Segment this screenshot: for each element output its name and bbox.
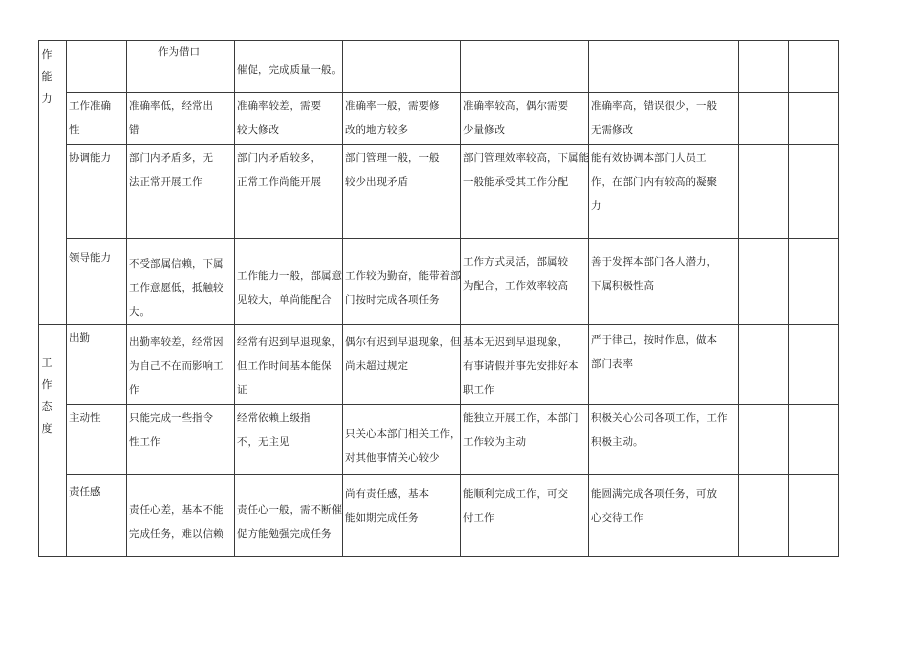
row-divider [66, 144, 839, 145]
table-cell: 只关心本部门相关工作， 对其他事情关心较少 [345, 428, 461, 464]
table-cell: 能独立开展工作，本部门 工作较为主动 [463, 412, 579, 448]
table-cell: 工作方式灵活，部属较 为配合，工作效率较高 [463, 256, 568, 292]
table-cell: 尚有责任感，基本 能如期完成任务 [345, 488, 429, 524]
table-cell: 经常依赖上级指 不，无主见 [237, 412, 311, 448]
table-cell: 经常有迟到早退现象， 但工作时间基本能保 证 [237, 336, 342, 396]
column-divider [66, 40, 67, 556]
item-label: 主动性 [69, 412, 101, 424]
column-divider [342, 40, 343, 556]
table-cell: 只能完成一些指令 性工作 [129, 412, 213, 448]
column-divider [788, 40, 789, 556]
item-label: 出勤 [69, 332, 90, 344]
item-label: 工作准确 性 [69, 100, 111, 136]
table-cell: 不受部属信赖，下属 工作意愿低，抵触较 大。 [129, 258, 224, 318]
row-divider [66, 92, 839, 93]
row-divider [66, 238, 839, 239]
column-divider [738, 40, 739, 556]
table-cell: 准确率较差，需要 较大修改 [237, 100, 321, 136]
table-border-right [838, 40, 839, 556]
table-cell: 部门内矛盾多，无 法正常开展工作 [129, 152, 213, 188]
table-cell: 准确率一般，需要修 改的地方较多 [345, 100, 440, 136]
column-divider [588, 40, 589, 556]
item-label: 责任感 [69, 486, 101, 498]
item-label: 领导能力 [69, 252, 111, 264]
table-cell: 准确率较高，偶尔需要 少量修改 [463, 100, 568, 136]
section-divider [38, 324, 839, 325]
table-cell: 责任心一般，需不断催 促方能勉强完成任务 [237, 504, 342, 540]
item-label: 协调能力 [69, 152, 111, 164]
category-label: 作 能 力 [41, 48, 53, 105]
table-cell: 部门管理效率较高，下属能 一般能承受其工作分配 [463, 152, 589, 188]
table-cell: 积极关心公司各项工作，工作 积极主动。 [591, 412, 728, 448]
row-divider [66, 474, 839, 475]
category-label: 工 作 态 度 [41, 356, 53, 435]
row-divider [66, 404, 839, 405]
column-divider [126, 40, 127, 556]
column-divider [234, 40, 235, 556]
table-cell: 能有效协调本部门人员工 作，在部门内有较高的凝聚 力 [591, 152, 717, 212]
table-cell: 催促，完成质量一般。 [237, 64, 342, 76]
table-cell: 偶尔有迟到早退现象，但 尚未超过规定 [345, 336, 461, 372]
table-cell: 出勤率较差，经常因 为自己不在而影响工 作 [129, 336, 224, 396]
table-border-left [38, 40, 39, 556]
table-cell: 善于发挥本部门各人潜力， 下属积极性高 [591, 256, 717, 292]
table-cell: 能顺利完成工作，可交 付工作 [463, 488, 568, 524]
table-cell: 工作能力一般，部属意 见较大，单尚能配合 [237, 270, 342, 306]
table-cell: 作为借口 [158, 46, 200, 58]
table-border-bottom [38, 556, 839, 557]
table-cell: 能圆满完成各项任务，可放 心交待工作 [591, 488, 717, 524]
table-cell: 工作较为勤奋，能带着部 门按时完成各项任务 [345, 270, 461, 306]
table-cell: 责任心差，基本不能 完成任务，难以信赖 [129, 504, 224, 540]
table-cell: 准确率低，经常出 错 [129, 100, 213, 136]
table-cell: 基本无迟到早退现象， 有事请假并事先安排好本 职工作 [463, 336, 579, 396]
table-cell: 准确率高，错误很少，一般 无需修改 [591, 100, 717, 136]
table-cell: 部门内矛盾较多， 正常工作尚能开展 [237, 152, 321, 188]
table-cell: 严于律己，按时作息，做本 部门表率 [591, 334, 717, 370]
table-cell: 部门管理一般，一般 较少出现矛盾 [345, 152, 440, 188]
